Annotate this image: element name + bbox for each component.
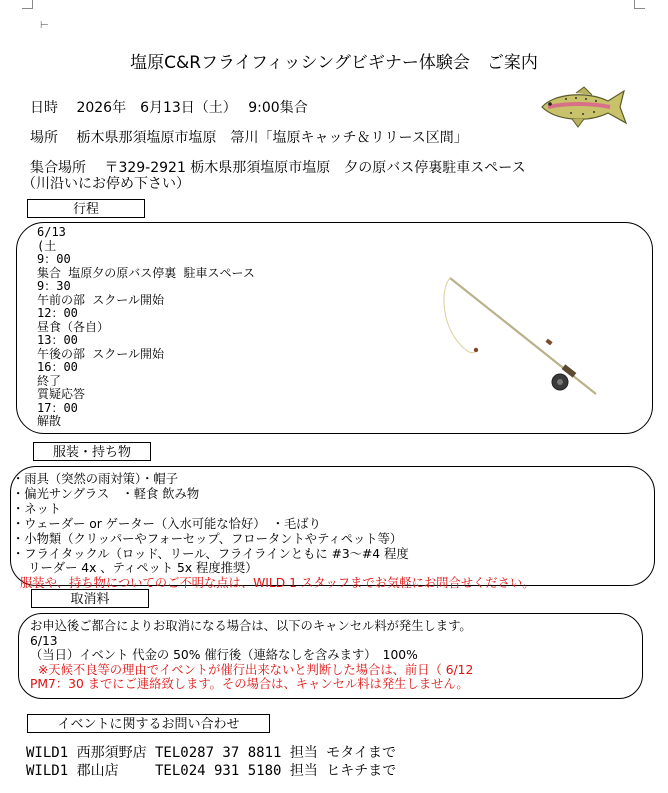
schedule-line: 13：00 — [37, 333, 78, 347]
meeting-place-note: （川沿いにお停め下さい） — [22, 176, 190, 192]
cancel-line: お申込後ご都合によりお取消になる場合は、以下のキャンセル料が発生します。 — [30, 619, 472, 633]
section-header-itinerary: 行程 — [27, 199, 145, 218]
schedule-line: (土 — [37, 238, 57, 253]
cancel-line: （当日）イベント 代金の 50% 催行後（連絡なしを含みます） 100% — [30, 648, 418, 662]
fly-rod-illustration — [436, 270, 606, 402]
schedule-line: 集合 塩原夕の原バス停裏 駐車スペース — [37, 265, 255, 280]
schedule-line: 午前の部 スクール開始 — [37, 292, 164, 307]
meeting-place-line: 集合場所 〒329-2921 栃木県那須塩原市塩原 夕の原バス停裏駐車スペース — [30, 160, 526, 176]
clothing-list — [12, 472, 535, 591]
list-item: ・フライタックル（ロッド、リール、フライラインともに #3～#4 程度 — [12, 546, 409, 561]
schedule-list — [37, 226, 255, 429]
page-title: 塩原C&Rフライフィッシングビギナー体験会 ご案内 — [130, 53, 538, 73]
list-item: ・ウェーダー or ゲーター（入水可能な恰好） ・毛ばり — [12, 516, 321, 531]
clothing-note: 服装や、持ち物についてのご不明な点は、WILD 1 スタッフまでお気軽にお問合せください。 — [20, 576, 535, 591]
cancel-note: ※天候不良等の理由でイベントが催行出来ないと判断した場合は、前日（ 6/12 — [38, 662, 474, 677]
cancellation-text — [30, 619, 473, 692]
schedule-line: 9：30 — [37, 279, 71, 293]
schedule-line: 12：00 — [37, 306, 78, 320]
trout-illustration — [536, 85, 628, 131]
section-header-contact: イベントに関するお問い合わせ — [27, 714, 270, 733]
corner-mark-left — [22, 0, 33, 9]
list-item: ・偏光サングラス ・軽食 飲み物 — [12, 486, 200, 501]
place-line: 場所 栃木県那須塩原市塩原 箒川「塩原キャッチ＆リリース区間」 — [30, 130, 468, 146]
schedule-line: 6/13 — [37, 225, 66, 239]
contact-line: WILD1 郡山店 TEL024 931 5180 担当 ヒキチまで — [26, 763, 397, 779]
section-header-clothing: 服装・持ち物 — [33, 442, 151, 461]
list-item: ・ネット — [12, 501, 62, 516]
contact-line: WILD1 西那須野店 TEL0287 37 8811 担当 モタイまで — [26, 745, 397, 761]
cancel-note: PM7：30 までにご連絡致します。その場合は、キャンセル料は発生しません。 — [30, 677, 469, 691]
schedule-line: 終了 — [37, 373, 62, 388]
schedule-line: 質疑応答 — [37, 387, 86, 401]
list-item: リーダー 4x 、ティペット 5x 程度推奨） — [12, 561, 258, 576]
list-item: ・雨具（突然の雨対策）・帽子 — [12, 472, 179, 486]
schedule-line: 9：00 — [37, 252, 71, 266]
corner-mark-right — [634, 0, 645, 9]
date-line: 日時 2026年 6月13日（土） 9:00集合 — [30, 100, 308, 116]
cancel-line: 6/13 — [30, 633, 58, 648]
schedule-line: 解散 — [37, 414, 62, 428]
schedule-line: 昼食（各自） — [37, 319, 110, 334]
schedule-line: 16：00 — [37, 360, 78, 374]
cursor-mark: ⊢ — [40, 20, 49, 31]
schedule-line: 午後の部 スクール開始 — [37, 346, 164, 361]
schedule-line: 17：00 — [37, 400, 78, 415]
list-item: ・小物類（クリッパーやフォーセップ、フロータントやティペット等） — [12, 531, 403, 546]
section-header-cancellation: 取消料 — [31, 589, 149, 608]
